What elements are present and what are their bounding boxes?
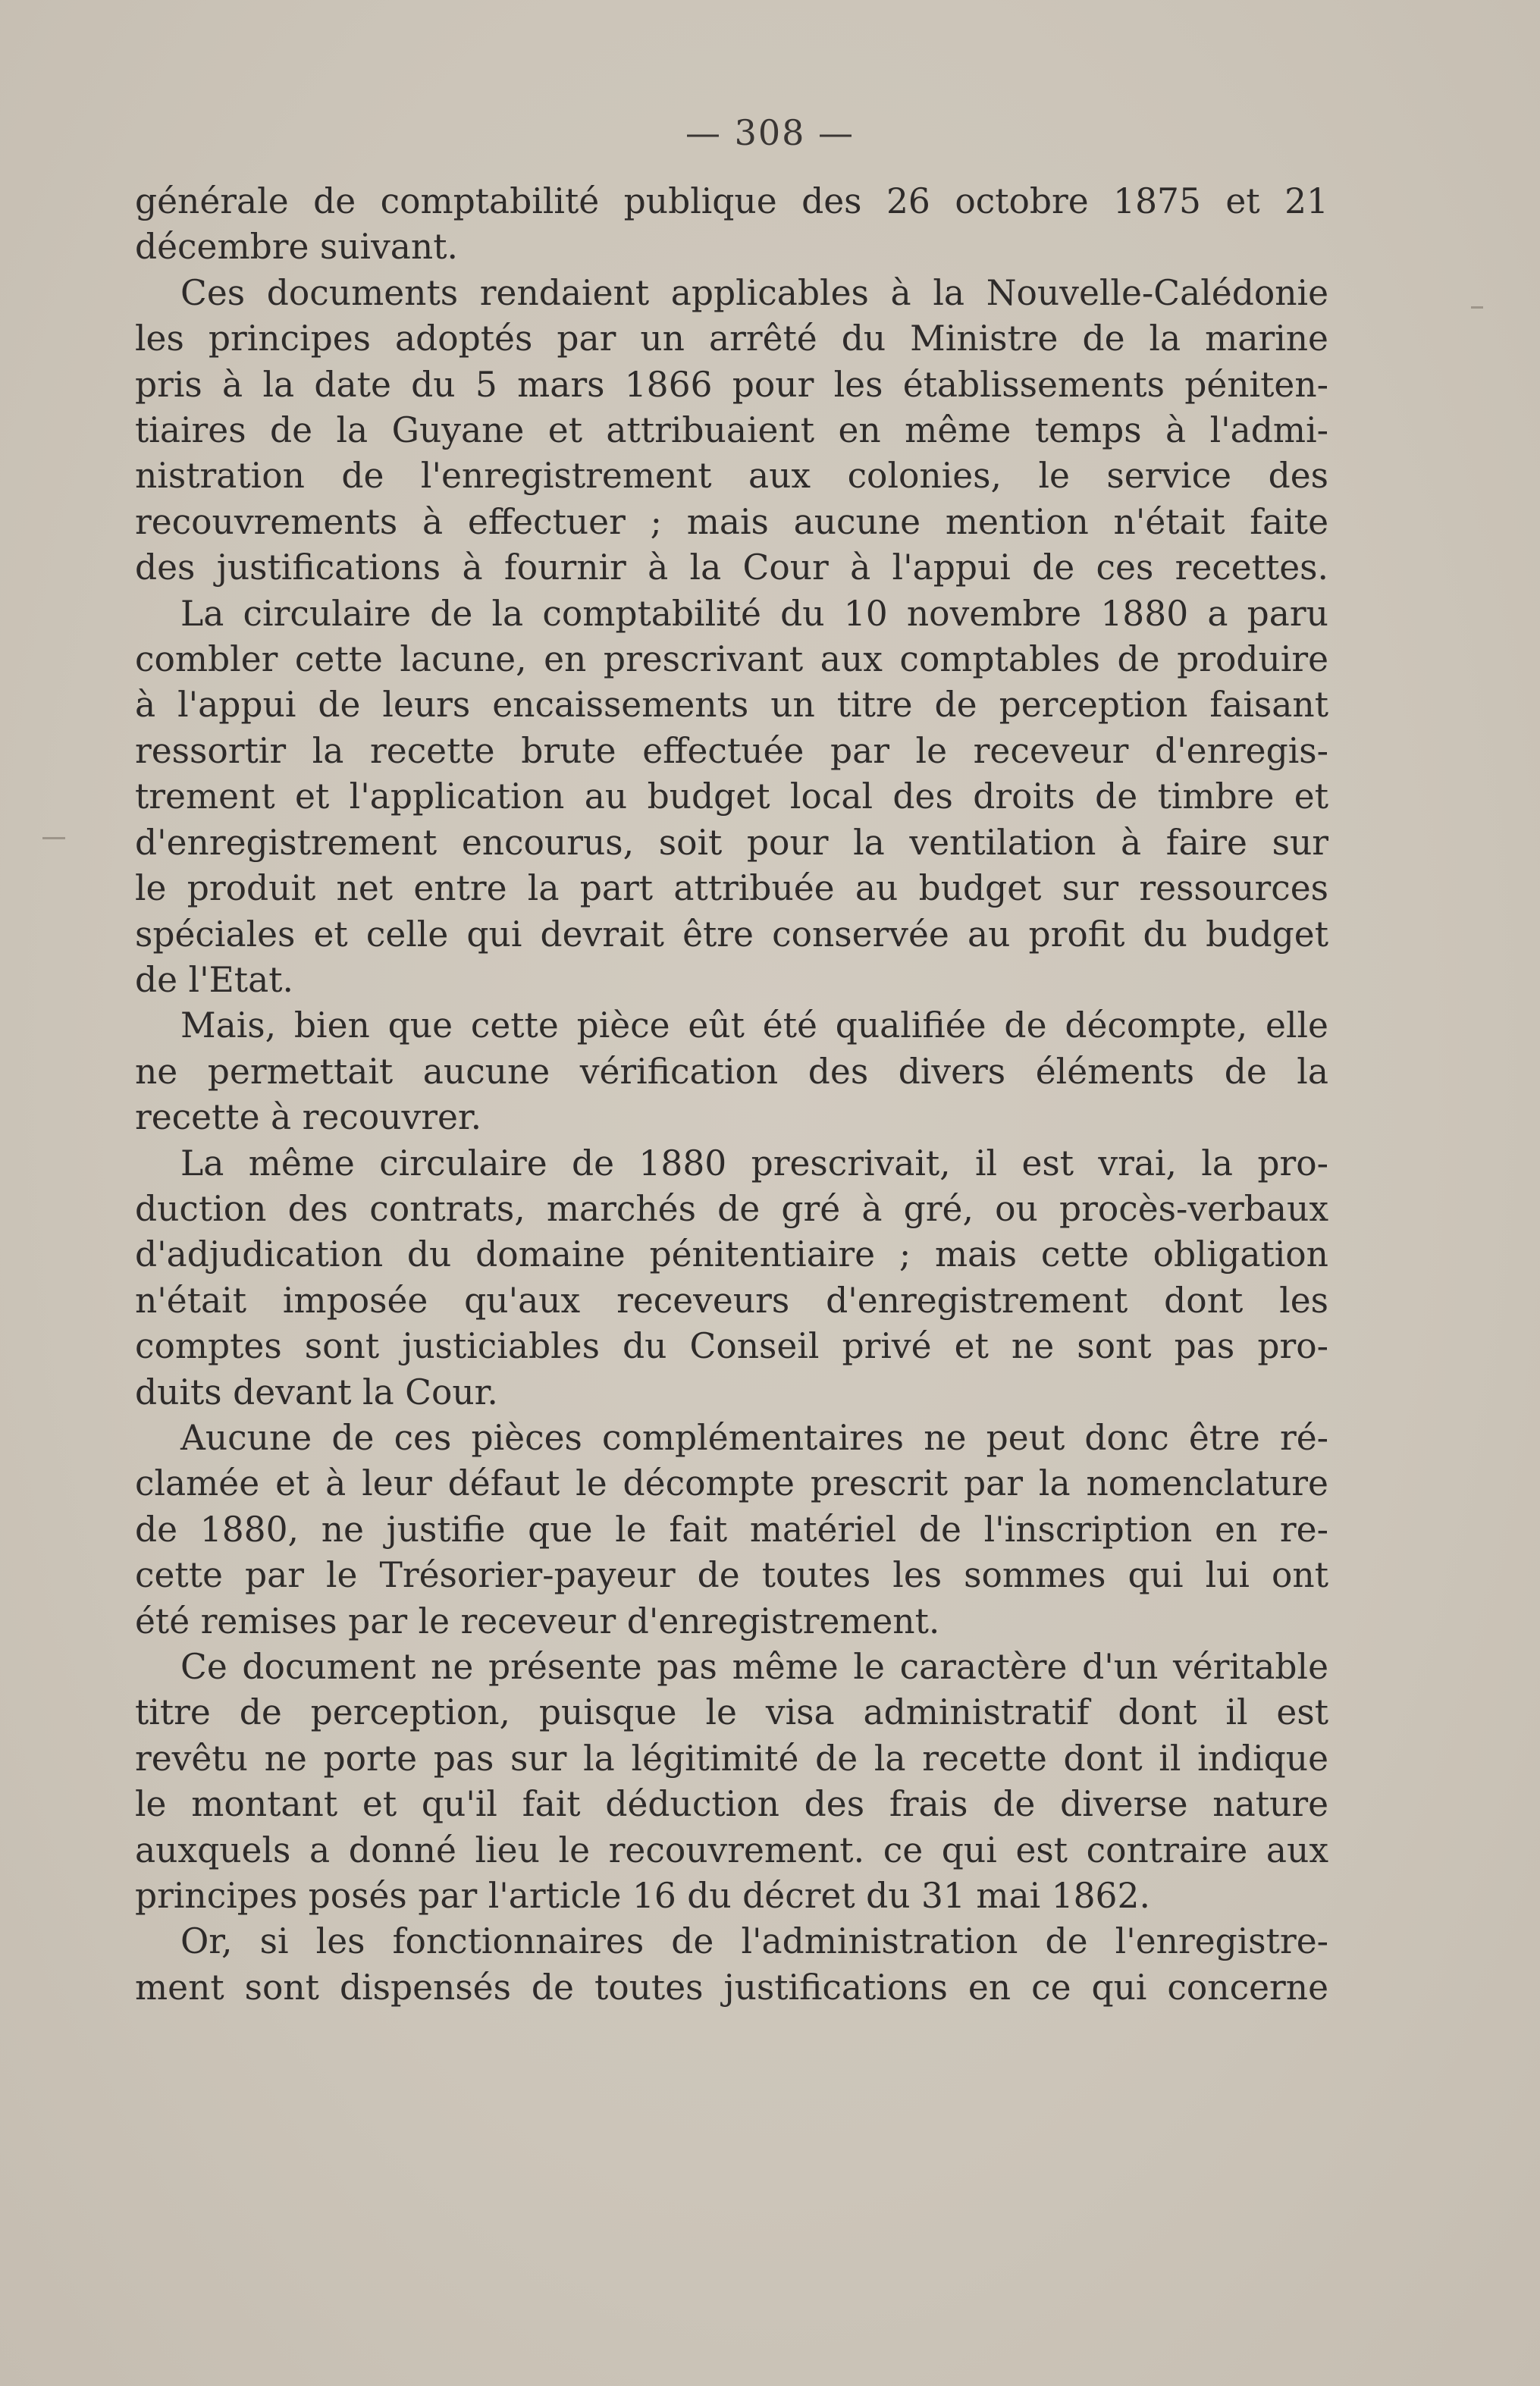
paragraph: [135, 1919, 1328, 2011]
text-line: comptes sont justiciables du Conseil privé et ne sont pas pro-: [135, 1326, 1328, 1367]
text-line: ne permettait aucune vérification des divers éléments de la: [135, 1051, 1328, 1092]
text-line: ment sont dispensés de toutes justifications en ce qui concerne: [135, 1967, 1328, 2008]
text-line: combler cette lacune, en prescrivant aux comptables de produire: [135, 639, 1328, 680]
paragraph: [135, 271, 1328, 591]
text-line: d'enregistrement encourus, soit pour la ventilation à faire sur: [135, 822, 1328, 863]
text-line: auxquels a donné lieu le recouvrement. ce qui est contraire aux: [135, 1829, 1328, 1870]
text-line: recouvrements à effectuer ; mais aucune mention n'était faite: [135, 501, 1328, 542]
text-line: trement et l'application au budget local des droits de timbre et: [135, 776, 1328, 817]
paragraph: [135, 1003, 1328, 1140]
text-line: Or, si les fonctionnaires de l'administration de l'enregistre-: [180, 1921, 1328, 1962]
text-line: d'adjudication du domaine pénitentiaire ; mais cette obligation: [135, 1234, 1328, 1275]
text-line: spéciales et celle qui devrait être conservée au profit du budget: [135, 914, 1328, 955]
text-line: duits devant la Cour.: [135, 1372, 498, 1412]
text-line: La même circulaire de 1880 prescrivait, il est vrai, la pro-: [180, 1143, 1328, 1184]
text-line: de 1880, ne justifie que le fait matériel de l'inscription en re-: [135, 1509, 1328, 1550]
text-line: décembre suivant.: [135, 227, 458, 268]
text-line: duction des contrats, marchés de gré à gré, ou procès-verbaux: [135, 1188, 1328, 1229]
margin-mark-left: [42, 837, 65, 839]
paragraph: [135, 1141, 1328, 1416]
text-line: Ce document ne présente pas même le caractère d'un véritable: [180, 1647, 1328, 1687]
text-line: des justifications à fournir à la Cour à l'appui de ces recettes.: [135, 547, 1328, 588]
text-line: clamée et à leur défaut le décompte prescrit par la nomenclature: [135, 1463, 1328, 1504]
text-line: à l'appui de leurs encaissements un titre de perception faisant: [135, 685, 1328, 726]
text-line: le produit net entre la part attribuée au budget sur ressources: [135, 868, 1328, 909]
text-line: Mais, bien que cette pièce eût été qualifiée de décompte, elle: [180, 1005, 1328, 1046]
page-number: — 308 —: [685, 112, 855, 153]
text-line: les principes adoptés par un arrêté du Ministre de la marine: [135, 318, 1328, 359]
paragraph: [135, 591, 1328, 1004]
text-line: principes posés par l'article 16 du décret du 31 mai 1862.: [135, 1876, 1150, 1917]
text-line: générale de comptabilité publique des 26 octobre 1875 et 21: [135, 181, 1328, 221]
text-line: n'était imposée qu'aux receveurs d'enregistrement dont les: [135, 1280, 1328, 1321]
text-line: pris à la date du 5 mars 1866 pour les établissements péniten-: [135, 364, 1328, 405]
margin-mark-right: [1471, 306, 1483, 309]
text-line: revêtu ne porte pas sur la légitimité de la recette dont il indique: [135, 1738, 1328, 1779]
text-line: Ces documents rendaient applicables à la Nouvelle-Calédonie: [180, 272, 1328, 313]
body-text: [135, 179, 1328, 2011]
paragraph: [135, 1416, 1328, 1644]
text-line: La circulaire de la comptabilité du 10 novembre 1880 a paru: [180, 593, 1328, 634]
text-line: ressortir la recette brute effectuée par le receveur d'enregis-: [135, 730, 1328, 771]
text-line: tiaires de la Guyane et attribuaient en même temps à l'admi-: [135, 410, 1328, 451]
text-line: le montant et qu'il fait déduction des frais de diverse nature: [135, 1784, 1328, 1825]
text-line: nistration de l'enregistrement aux colonies, le service des: [135, 456, 1328, 497]
text-line: été remises par le receveur d'enregistrement.: [135, 1601, 940, 1641]
paragraph: [135, 1644, 1328, 1919]
paragraph: [135, 179, 1328, 271]
text-line: cette par le Trésorier-payeur de toutes les sommes qui lui ont: [135, 1555, 1328, 1596]
text-line: de l'Etat.: [135, 959, 293, 1000]
text-line: titre de perception, puisque le visa administratif dont il est: [135, 1692, 1328, 1733]
text-line: Aucune de ces pièces complémentaires ne peut donc être ré-: [180, 1417, 1328, 1458]
text-line: recette à recouvrer.: [135, 1097, 482, 1138]
